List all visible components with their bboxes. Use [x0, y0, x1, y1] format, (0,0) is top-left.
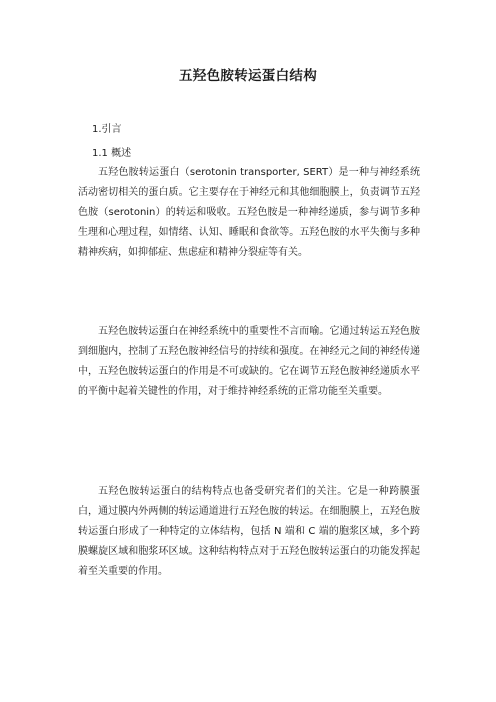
section-heading: 1.引言 [92, 124, 122, 135]
paragraph-2: 五羟色胺转运蛋白在神经系统中的重要性不言而喻。它通过转运五羟色胺到细胞内，控制了五羟色胺神经信号的持续和强度。在神经元之间的神经传递中，五羟色胺转运蛋白的作用是不可或缺的。它在调节五羟色胺神经递质水平的平衡中起着关键性的作用，对于维持神经系统的正常功能至关重要。 [78, 326, 420, 397]
paragraph-1: 五羟色胺转运蛋白（serotonin transporter, SERT）是一种与神经系统活动密切相关的蛋白质。它主要存在于神经元和其他细胞膜上，负责调节五羟色胺（serotonin）的转运和吸收。五羟色胺是一种神经递质，参与调节多种生理和心理过程，如情绪、认知、睡眠和食欲等。五羟色胺的水平失衡与多种精神疾病，如抑郁症、焦虑症和精神分裂症等有关。 [78, 167, 420, 258]
paragraph-3: 五羟色胺转运蛋白的结构特点也备受研究者们的关注。它是一种跨膜蛋白，通过膜内外两侧的转运通道进行五羟色胺的转运。在细胞膜上，五羟色胺转运蛋白形成了一种特定的立体结构，包括 N 端和 C 端的胞浆区域，多个跨膜螺旋区域和胞浆环区域。这种结构特点对于五羟色胺转运蛋白的功能发挥起着至关重要的作用。 [78, 486, 420, 577]
document-title: 五羟色胺转运蛋白结构 [179, 68, 317, 84]
subsection-heading: 1.1 概述 [92, 148, 132, 159]
